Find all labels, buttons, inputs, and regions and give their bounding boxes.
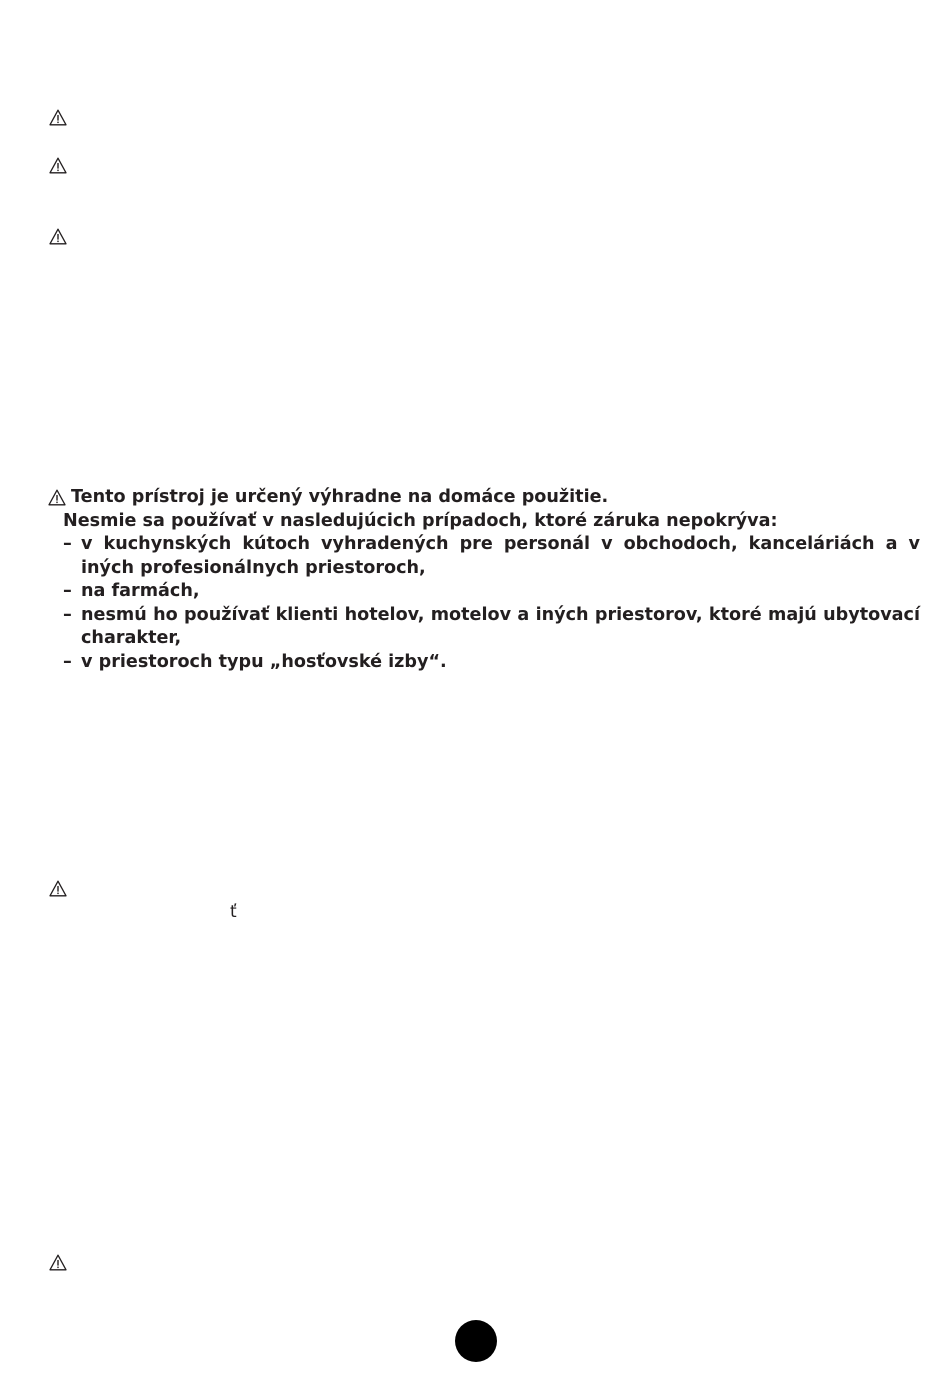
warning-triangle-icon: [49, 880, 67, 897]
list-item-text: v priestoroch typu „hosťovské izby“.: [81, 651, 447, 672]
list-item: [48, 533, 920, 580]
list-item: [48, 604, 920, 651]
warning-triangle-icon: [49, 1254, 67, 1271]
list-dash: –: [63, 581, 72, 601]
list-dash: –: [63, 604, 72, 625]
notice-heading-line: [48, 486, 920, 510]
notice-subheading: Nesmie sa používať v nasledujúcich prípadoch, ktoré záruka nepokrýva:: [63, 510, 778, 531]
warning-triangle-icon: [49, 228, 67, 245]
warning-triangle-icon: [48, 489, 66, 506]
list-item-text: na farmách,: [81, 581, 200, 601]
notice-heading: Tento prístroj je určený výhradne na domáce použitie.: [71, 487, 609, 507]
exclusion-list: [48, 533, 920, 674]
list-dash: –: [63, 534, 72, 554]
page-marker-dot: [455, 1320, 497, 1362]
list-item: [48, 580, 920, 604]
stray-character: ť: [230, 902, 237, 922]
list-item-text: nesmú ho používať klienti hotelov, motelov a iných priestorov, ktoré majú ubytovací charakter,: [81, 604, 920, 648]
warning-triangle-icon: [49, 109, 67, 126]
list-dash: –: [63, 651, 72, 672]
list-item-text: v kuchynských kútoch vyhradených pre personál v obchodoch, kanceláriách a v iných profesionálnych priestoroch,: [81, 534, 920, 578]
household-use-notice: [48, 486, 920, 674]
warning-triangle-icon: [49, 157, 67, 174]
list-item: [48, 651, 920, 675]
